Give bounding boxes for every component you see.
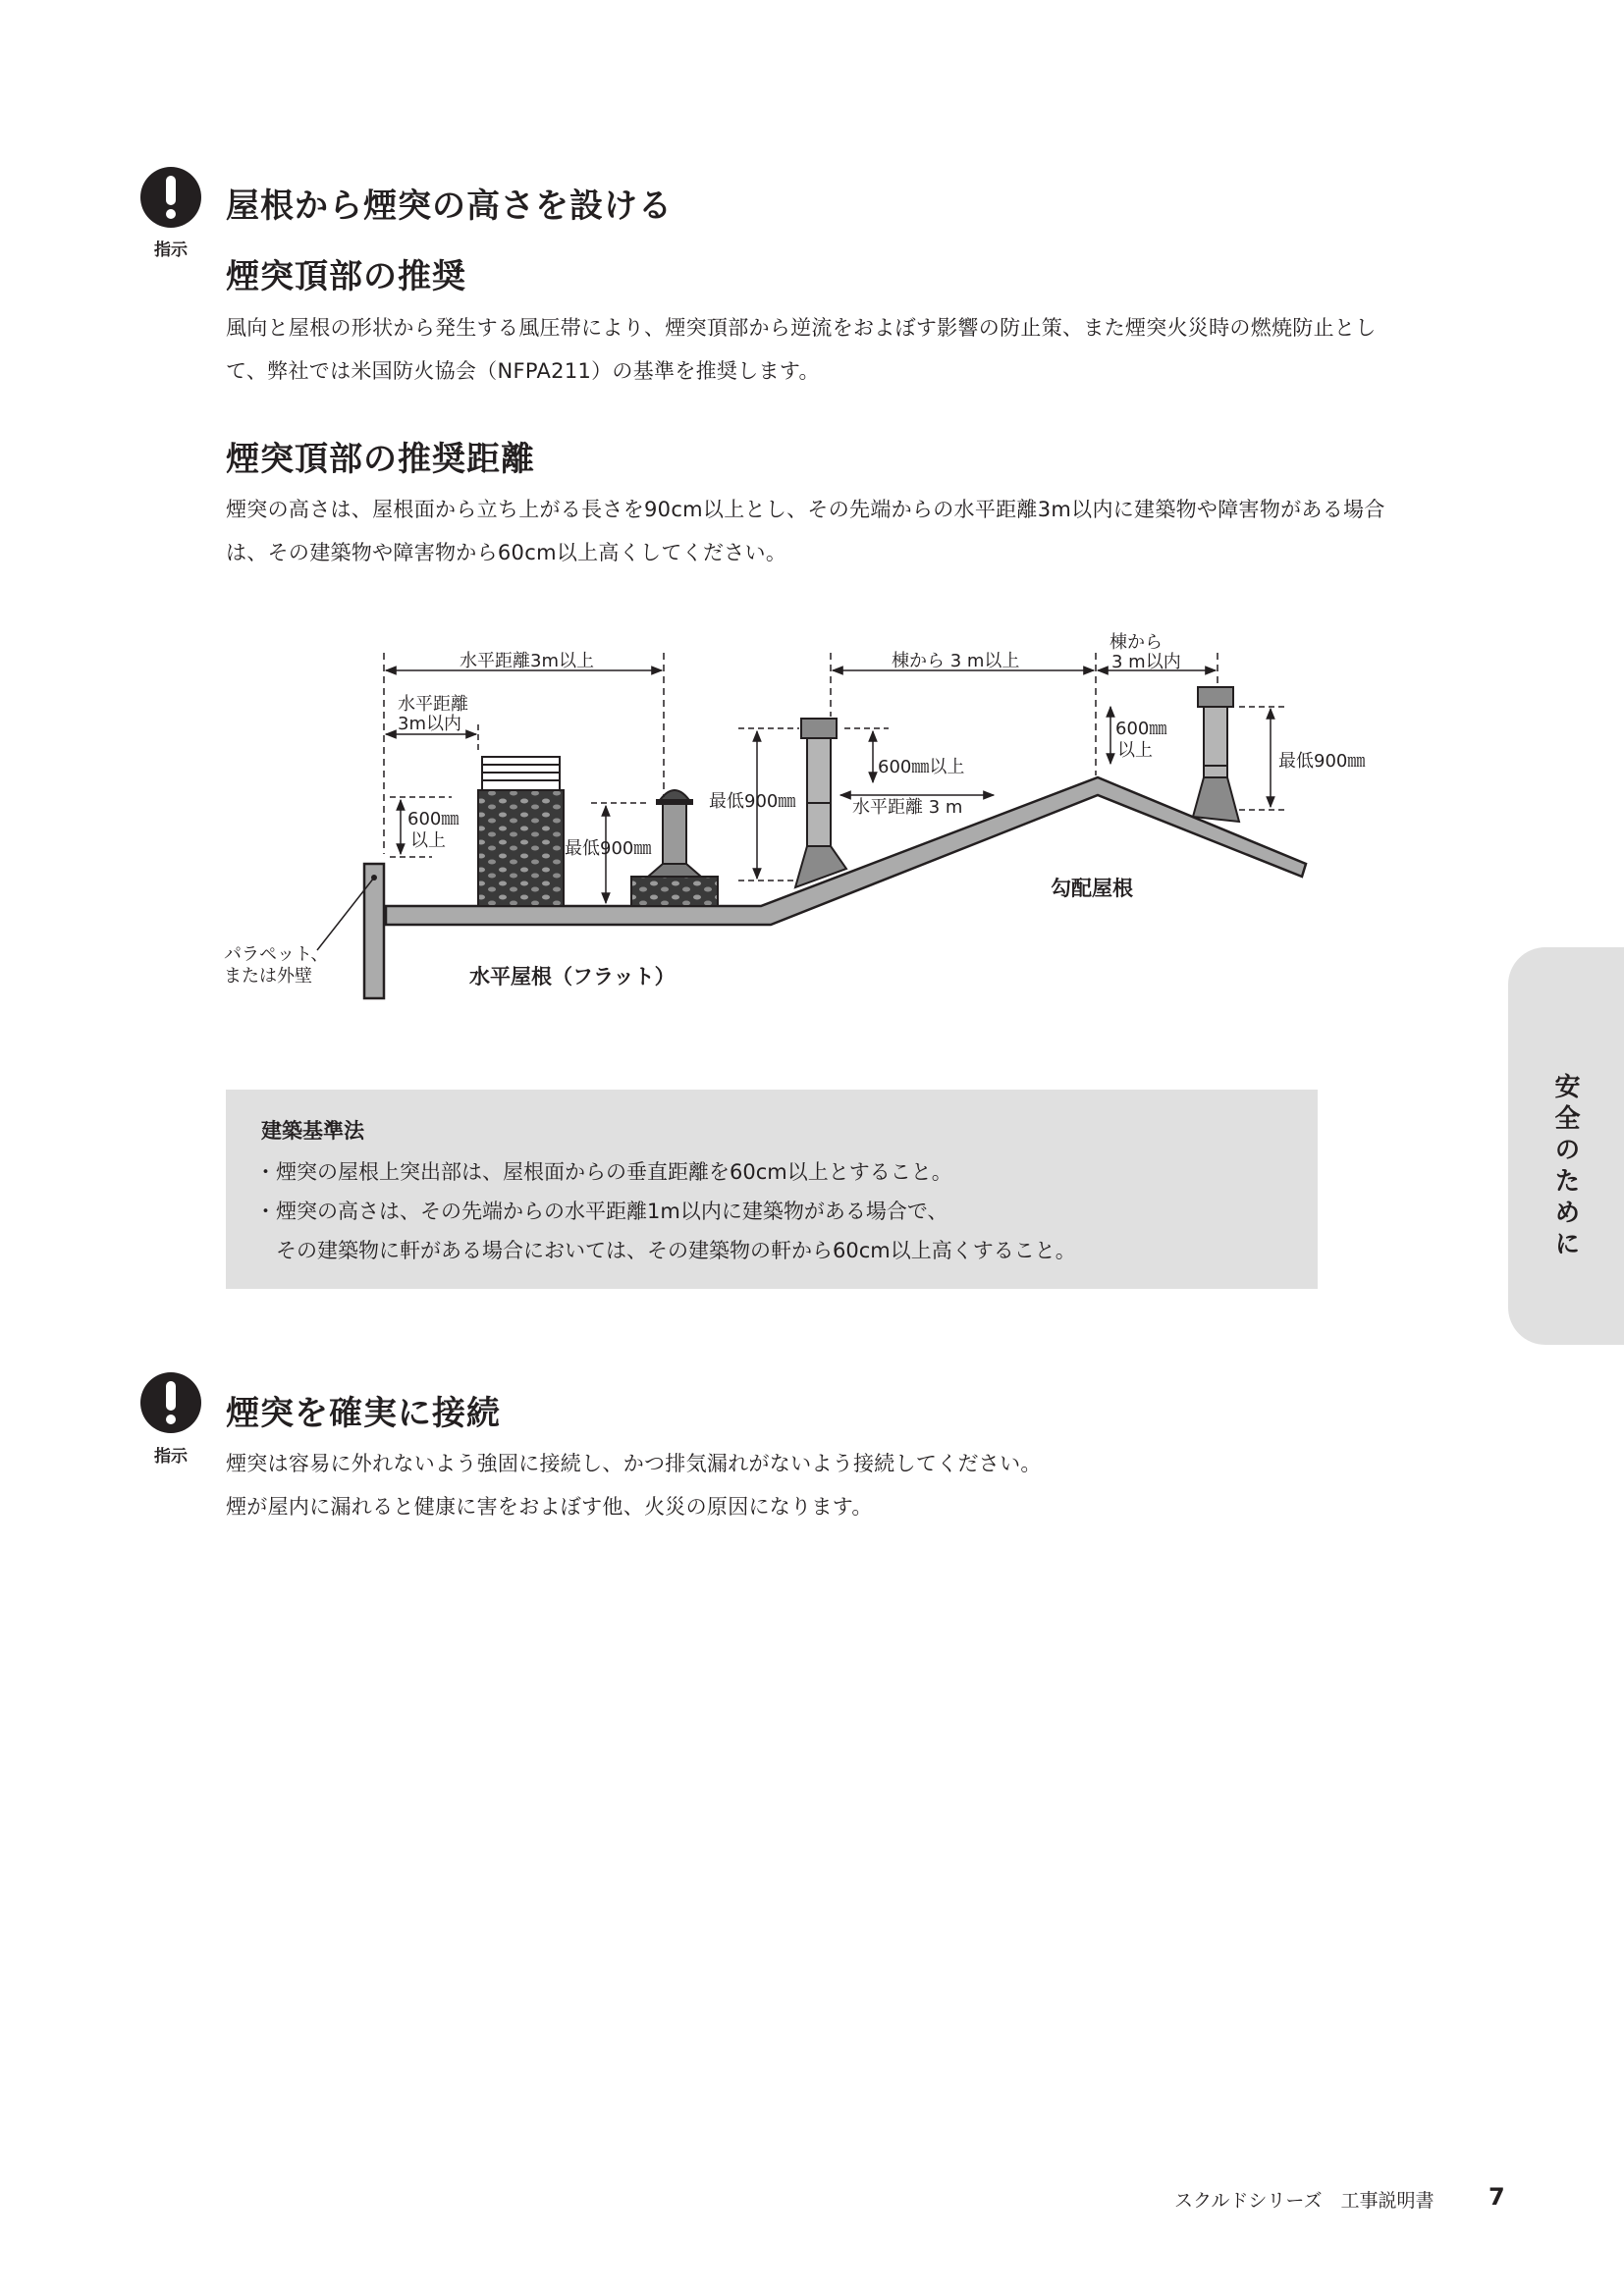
- label-600mm: 600㎜以上: [878, 757, 965, 777]
- label-600mm: 以上: [410, 830, 446, 851]
- section-title: 煙突を確実に接続: [226, 1394, 501, 1433]
- label-parapet: パラペット、: [224, 944, 329, 965]
- ridge-chimney: [1193, 687, 1239, 822]
- label-600mm: 600㎜: [407, 809, 460, 829]
- chimney-height-diagram: [0, 0, 1624, 1041]
- side-tab-label: 安全のために: [1550, 1073, 1580, 1261]
- paragraph: 煙突は容易に外れないよう強固に接続し、かつ排気漏れがないよう接続してください。 煙が屋内に漏れると健康に害をおよぼす他、火災の原因になります。: [226, 1452, 1042, 1519]
- section-title: 屋根から煙突の高さを設ける: [226, 187, 673, 226]
- paragraph: 煙突の高さは、屋根面から立ち上がる長さを90cm以上とし、その先端からの水平距離3m以内に建築物や障害物がある場合 は、その建築物や障害物から60cm以上高くしてください。: [226, 498, 1385, 564]
- label-ridge-3m-within: 棟から: [1110, 632, 1163, 653]
- label-parapet: または外壁: [224, 966, 312, 987]
- label-horizontal-3m-within: 3m以内: [398, 714, 461, 734]
- slope-chimney: [795, 719, 846, 887]
- label-horizontal-3m: 水平距離 3 m: [852, 797, 963, 818]
- label-flat-roof: 水平屋根（フラット）: [469, 965, 676, 988]
- label-ridge-3m-over: 棟から 3 m以上: [892, 651, 1020, 671]
- box-title: 建築基準法: [261, 1119, 364, 1143]
- label-horizontal-3m-over: 水平距離3m以上: [460, 651, 594, 671]
- subsection-title: 煙突頂部の推奨距離: [226, 440, 535, 479]
- instruction-icon-label: 指示: [154, 240, 188, 260]
- label-pitched-roof: 勾配屋根: [1051, 877, 1133, 900]
- instruction-icon: [140, 1372, 201, 1433]
- box-line: その建築物に軒がある場合においては、その建築物の軒から60cm以上高くすること。: [255, 1239, 1076, 1262]
- box-line: ・煙突の屋根上突出部は、屋根面からの垂直距離を60cm以上とすること。: [255, 1160, 952, 1184]
- box-line: ・煙突の高さは、その先端からの水平距離1m以内に建築物がある場合で、: [255, 1200, 948, 1223]
- label-600mm: 以上: [1117, 740, 1153, 761]
- label-min-900mm: 最低900㎜: [709, 791, 796, 812]
- footer-doc-title: スクルドシリーズ 工事説明書: [1174, 2190, 1435, 2212]
- page-number: 7: [1489, 2183, 1505, 2211]
- instruction-icon-label: 指示: [154, 1447, 188, 1467]
- masonry-chimney: [478, 757, 564, 906]
- building-standards-box: [226, 1090, 1318, 1289]
- side-tab[interactable]: [1508, 947, 1624, 1345]
- subsection-title: 煙突頂部の推奨: [226, 257, 466, 296]
- label-min-900mm: 最低900㎜: [1278, 751, 1366, 772]
- paragraph: 風向と屋根の形状から発生する風圧帯により、煙突頂部から逆流をおよぼす影響の防止策、また煙突火災時の燃焼防止とし て、弊社では米国防火協会（NFPA211）の基準を推奨します。: [226, 316, 1377, 383]
- label-ridge-3m-within: 3 m以内: [1111, 652, 1181, 672]
- label-min-900mm: 最低900㎜: [565, 838, 652, 859]
- label-600mm: 600㎜: [1115, 719, 1167, 739]
- label-horizontal-3m-within: 水平距離: [398, 694, 468, 715]
